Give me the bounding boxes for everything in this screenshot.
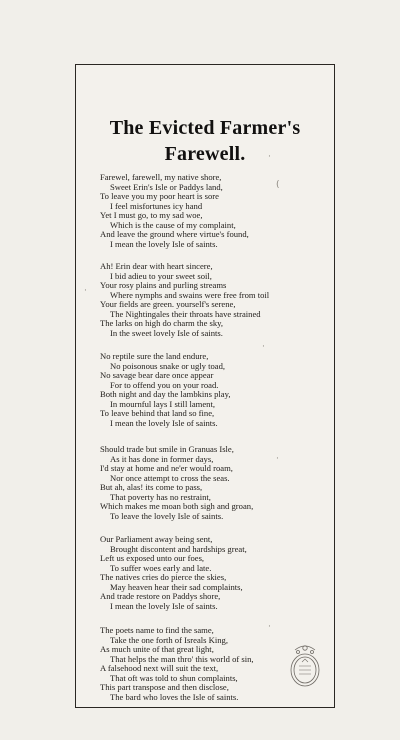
- verse-line: Which makes me moan both sigh and groan,: [100, 501, 254, 511]
- verse-line: No reptile sure the land endure,: [100, 351, 209, 361]
- verse-line: For to offend you on your road.: [110, 379, 219, 390]
- ballad-title: [76, 115, 334, 167]
- verse-line: Our Parliament away being sent,: [100, 534, 213, 544]
- library-stamp-icon: [287, 640, 323, 688]
- paper-speck: ·: [262, 342, 265, 352]
- verse-line: Your rosy plains and purling streams: [100, 280, 227, 290]
- verse-line: As much unite of that great light,: [100, 644, 214, 654]
- verse-line: As it has done in former days,: [110, 453, 214, 464]
- paper-speck: ·: [84, 286, 87, 296]
- stanza-3: [100, 352, 332, 428]
- verse-line: The poets name to find the same,: [100, 625, 214, 635]
- verse-line: But ah, alas! its come to pass,: [100, 482, 203, 492]
- verse-line: I mean the lovely Isle of saints.: [110, 600, 218, 611]
- paper-speck: (: [276, 180, 280, 190]
- verse-line: Nor once attempt to cross the seas.: [110, 472, 230, 483]
- paper-speck: ·: [276, 454, 279, 464]
- verse-line: The bard who loves the Isle of saints.: [110, 691, 239, 702]
- verse-line: To leave the lovely Isle of saints.: [110, 510, 224, 521]
- verse-line: Take the one forth of Isreals King,: [110, 634, 228, 645]
- verse-line: Left us exposed unto our foes,: [100, 553, 205, 563]
- stanza-4: [100, 445, 332, 521]
- verse-line: Yet I must go, to my sad woe,: [100, 210, 203, 220]
- verse-line: To leave you my poor heart is sore: [100, 191, 219, 201]
- paper-speck: ·: [268, 152, 271, 162]
- verse-line: No poisonous snake or ugly toad,: [110, 360, 226, 371]
- verse-line: Which is the cause of my complaint,: [110, 219, 236, 230]
- verse-line: Sweet Erin's Isle or Paddys land,: [110, 181, 223, 192]
- verse-line: I'd stay at home and ne'er would roam,: [100, 463, 233, 473]
- verse-line: A falsehood next will suit the text,: [100, 663, 219, 673]
- verse-line: In mournful lays I still lament,: [110, 398, 216, 409]
- verse-line: And leave the ground where virtue's found,: [100, 229, 249, 239]
- verse-line: And trade restore on Paddys shore,: [100, 591, 221, 601]
- verse-line: Brought discontent and hardships great,: [110, 543, 247, 554]
- stanza-2: [100, 262, 332, 338]
- paper-speck: ·: [268, 622, 271, 632]
- verse-line: In the sweet lovely Isle of saints.: [110, 327, 223, 338]
- title-line-1: The Evicted Farmer's: [109, 117, 301, 139]
- verse-line: I bid adieu to your sweet soil,: [110, 270, 212, 281]
- verse-line: The Nightingales their throats have strained: [110, 308, 261, 319]
- verse-line: That oft was told to shun complaints,: [110, 672, 238, 683]
- verse-line: To suffer woes early and late.: [110, 562, 212, 573]
- verse-line: That helps the man thro' this world of sin,: [110, 653, 254, 664]
- verse-line: This part transpose and then disclose,: [100, 682, 229, 692]
- verse-line: The larks on high do charm the sky,: [100, 318, 224, 328]
- verse-line: I feel misfortunes icy hand: [110, 200, 203, 211]
- verse-line: I mean the lovely Isle of saints.: [110, 417, 218, 428]
- verse-line: The natives cries do pierce the skies,: [100, 572, 227, 582]
- verse-line: I mean the lovely Isle of saints.: [110, 238, 218, 249]
- verse-line: May heaven hear their sad complaints,: [110, 581, 243, 592]
- verse-line: Your fields are green. yourself's serene,: [100, 299, 236, 309]
- verse-line: To leave behind that land so fine,: [100, 408, 215, 418]
- title-line-2: Farewell.: [164, 143, 246, 165]
- verse-line: Ah! Erin dear with heart sincere,: [100, 261, 213, 271]
- verse-line: That poverty has no restraint,: [110, 491, 211, 502]
- stanza-5: [100, 535, 332, 611]
- verse-line: Where nymphs and swains were free from toil: [110, 289, 270, 300]
- verse-line: Farewel, farewell, my native shore,: [100, 172, 222, 182]
- verse-line: Should trade but smile in Granuas Isle,: [100, 444, 234, 454]
- verse-line: Both night and day the lambkins play,: [100, 389, 231, 399]
- verse-line: No savage bear dare once appear: [100, 370, 214, 380]
- ballad-sheet: [75, 64, 335, 708]
- stanza-1: [100, 173, 332, 249]
